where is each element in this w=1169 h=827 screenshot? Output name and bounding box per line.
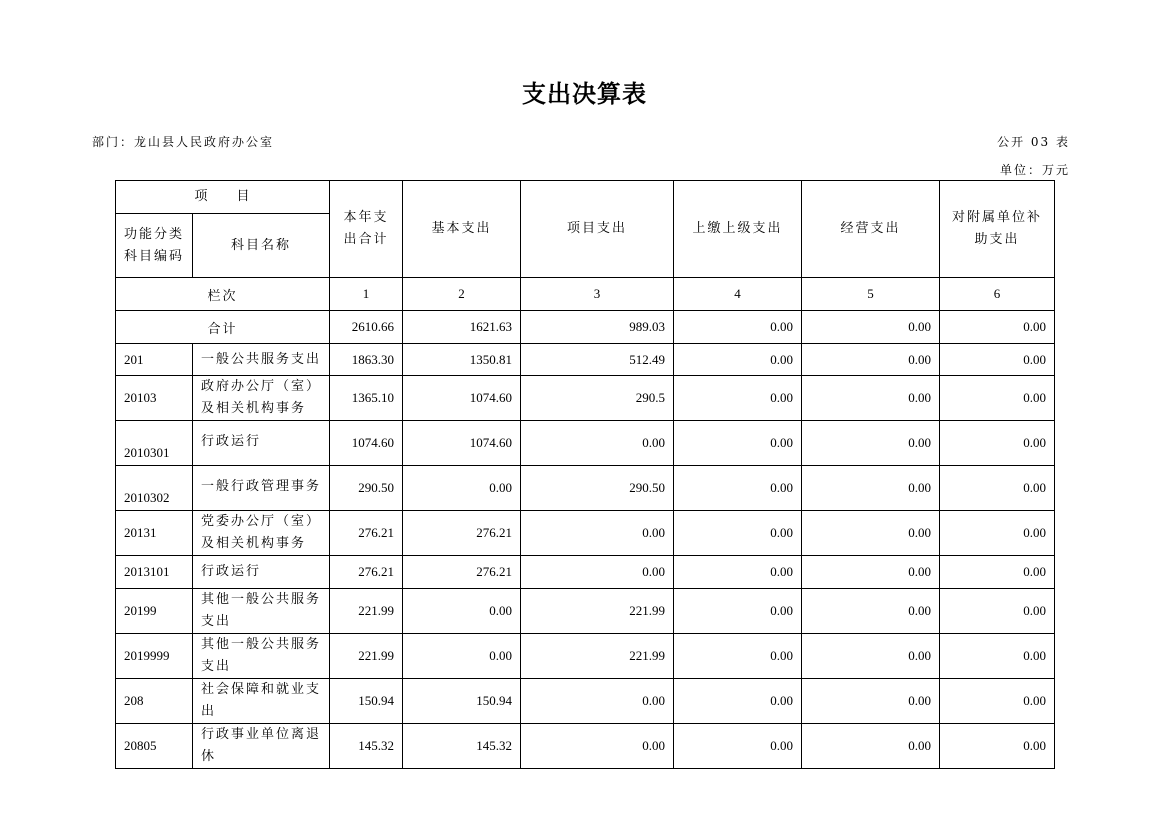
total-label: 合计	[116, 311, 330, 344]
cell-value: 0.00	[940, 466, 1055, 511]
subject-name-cell: 一般行政管理事务	[193, 466, 330, 511]
page-title: 支出决算表	[522, 80, 647, 108]
table-row	[116, 376, 1055, 421]
subject-name-cell: 其他一般公共服务支出	[193, 589, 330, 634]
cell-value: 145.32	[403, 724, 521, 769]
func-code-cell: 2013101	[116, 556, 193, 589]
func-code-cell: 2010301	[116, 421, 193, 466]
subject-name-cell: 政府办公厅（室）及相关机构事务	[193, 376, 330, 421]
header-total: 本年支出合计	[330, 181, 403, 278]
cell-value: 1365.10	[330, 376, 403, 421]
subject-name-cell: 行政运行	[193, 556, 330, 589]
cell-value: 0.00	[674, 679, 802, 724]
cell-value: 221.99	[330, 589, 403, 634]
func-code-cell: 20103	[116, 376, 193, 421]
cell-value: 0.00	[940, 511, 1055, 556]
header-project: 项 目	[116, 181, 330, 214]
column-number: 6	[940, 278, 1055, 311]
table-row	[116, 344, 1055, 376]
subject-name-cell: 社会保障和就业支出	[193, 679, 330, 724]
func-code-cell: 20199	[116, 589, 193, 634]
table-row	[116, 679, 1055, 724]
cell-value: 0.00	[674, 511, 802, 556]
cell-value: 0.00	[802, 724, 940, 769]
cell-value: 0.00	[802, 466, 940, 511]
unit-label: 单位：万元	[999, 163, 1070, 177]
cell-value: 512.49	[521, 344, 674, 376]
cell-value: 0.00	[940, 376, 1055, 421]
cell-value: 0.00	[940, 724, 1055, 769]
cell-value: 0.00	[802, 421, 940, 466]
table-row	[116, 634, 1055, 679]
cell-value: 0.00	[674, 556, 802, 589]
subject-name-cell: 行政事业单位离退休	[193, 724, 330, 769]
cell-value: 0.00	[403, 466, 521, 511]
cell-value: 145.32	[330, 724, 403, 769]
table-row	[116, 421, 1055, 466]
cell-value: 150.94	[403, 679, 521, 724]
cell-value: 0.00	[802, 556, 940, 589]
cell-value: 1074.60	[403, 376, 521, 421]
cell-value: 0.00	[521, 421, 674, 466]
cell-value: 290.50	[521, 466, 674, 511]
cell-value: 0.00	[802, 589, 940, 634]
cell-value: 0.00	[521, 511, 674, 556]
cell-value: 0.00	[802, 344, 940, 376]
subject-name-cell: 党委办公厅（室）及相关机构事务	[193, 511, 330, 556]
cell-value: 1074.60	[330, 421, 403, 466]
header-superior: 上缴上级支出	[674, 181, 802, 278]
column-row-label: 栏次	[116, 278, 330, 311]
cell-value: 1074.60	[403, 421, 521, 466]
cell-value: 0.00	[403, 589, 521, 634]
cell-value: 0.00	[674, 634, 802, 679]
cell-value: 0.00	[674, 589, 802, 634]
func-code-cell: 20805	[116, 724, 193, 769]
cell-value: 0.00	[674, 376, 802, 421]
func-code-cell: 20131	[116, 511, 193, 556]
func-code-cell: 201	[116, 344, 193, 376]
table-row	[116, 466, 1055, 511]
cell-value: 1350.81	[403, 344, 521, 376]
cell-value: 0.00	[940, 679, 1055, 724]
cell-value: 0.00	[940, 421, 1055, 466]
cell-value: 0.00	[521, 679, 674, 724]
table-row	[116, 724, 1055, 769]
column-number-row	[116, 278, 1055, 311]
cell-value: 0.00	[940, 556, 1055, 589]
cell-value: 0.00	[674, 311, 802, 344]
column-number: 5	[802, 278, 940, 311]
cell-value: 221.99	[521, 634, 674, 679]
cell-value: 290.5	[521, 376, 674, 421]
column-number: 1	[330, 278, 403, 311]
cell-value: 0.00	[674, 724, 802, 769]
cell-value: 150.94	[330, 679, 403, 724]
cell-value: 989.03	[521, 311, 674, 344]
cell-value: 2610.66	[330, 311, 403, 344]
cell-value: 290.50	[330, 466, 403, 511]
cell-value: 0.00	[940, 634, 1055, 679]
cell-value: 0.00	[802, 679, 940, 724]
cell-value: 221.99	[330, 634, 403, 679]
table-row	[116, 511, 1055, 556]
subject-name-cell: 其他一般公共服务支出	[193, 634, 330, 679]
header-operating: 经营支出	[802, 181, 940, 278]
header-row-1	[116, 181, 1055, 214]
cell-value: 276.21	[330, 511, 403, 556]
department-label: 部门：龙山县人民政府办公室	[92, 135, 275, 149]
column-number: 2	[403, 278, 521, 311]
cell-value: 0.00	[802, 634, 940, 679]
cell-value: 0.00	[802, 511, 940, 556]
cell-value: 0.00	[940, 344, 1055, 376]
cell-value: 276.21	[330, 556, 403, 589]
expenditure-table	[115, 180, 1055, 769]
form-number: 公开 03 表	[997, 135, 1070, 149]
header-subject-name: 科目名称	[193, 214, 330, 278]
cell-value: 0.00	[674, 466, 802, 511]
total-row	[116, 311, 1055, 344]
header-basic: 基本支出	[403, 181, 521, 278]
subject-name-cell: 一般公共服务支出	[193, 344, 330, 376]
cell-value: 276.21	[403, 511, 521, 556]
func-code-cell: 2010302	[116, 466, 193, 511]
table-row	[116, 556, 1055, 589]
cell-value: 0.00	[521, 724, 674, 769]
column-number: 3	[521, 278, 674, 311]
cell-value: 0.00	[940, 311, 1055, 344]
cell-value: 1863.30	[330, 344, 403, 376]
cell-value: 0.00	[802, 311, 940, 344]
header-func-code: 功能分类科目编码	[116, 214, 193, 278]
func-code-cell: 2019999	[116, 634, 193, 679]
column-number: 4	[674, 278, 802, 311]
func-code-cell: 208	[116, 679, 193, 724]
cell-value: 0.00	[674, 344, 802, 376]
table-row	[116, 589, 1055, 634]
cell-value: 0.00	[802, 376, 940, 421]
cell-value: 276.21	[403, 556, 521, 589]
cell-value: 0.00	[521, 556, 674, 589]
cell-value: 0.00	[940, 589, 1055, 634]
cell-value: 0.00	[403, 634, 521, 679]
header-project-expenditure: 项目支出	[521, 181, 674, 278]
cell-value: 0.00	[674, 421, 802, 466]
subject-name-cell: 行政运行	[193, 421, 330, 466]
cell-value: 221.99	[521, 589, 674, 634]
cell-value: 1621.63	[403, 311, 521, 344]
header-subsidy: 对附属单位补助支出	[940, 181, 1055, 278]
